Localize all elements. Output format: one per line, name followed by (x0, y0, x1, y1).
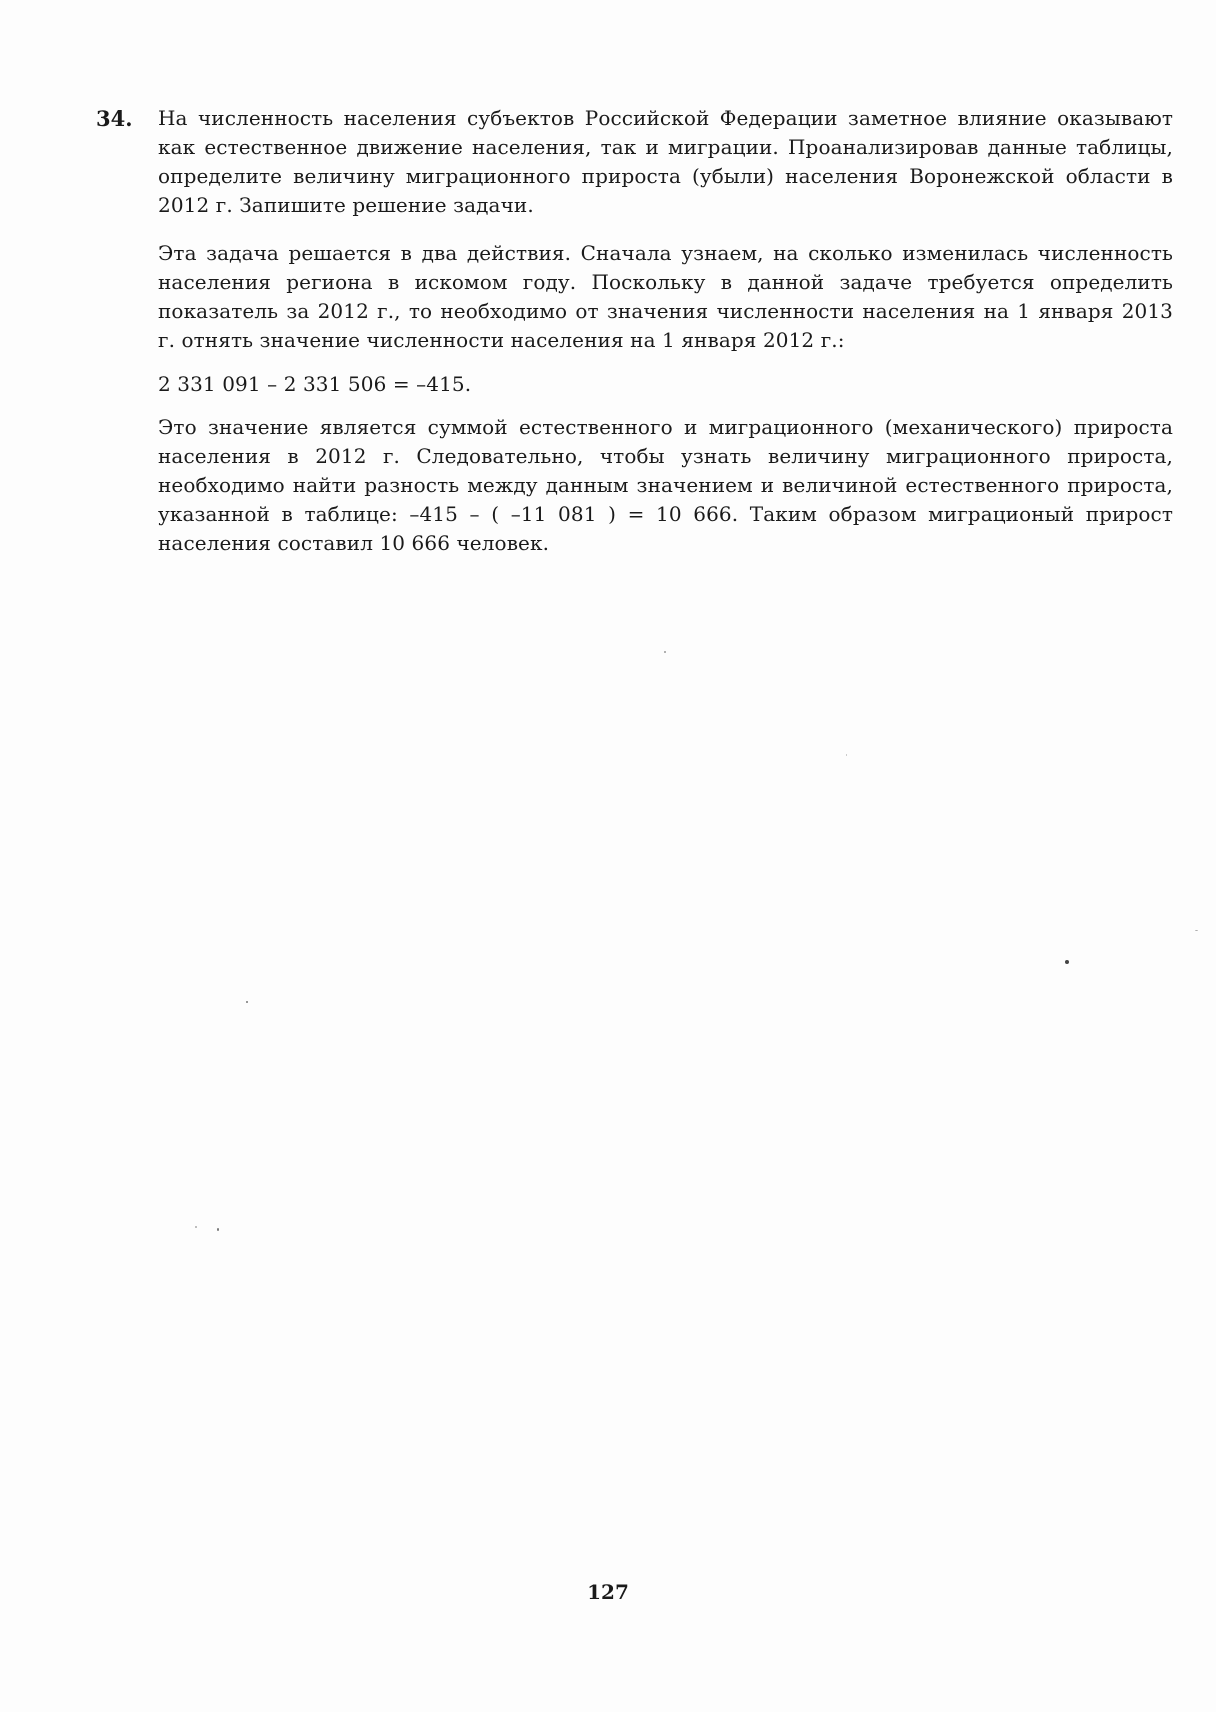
page-number: 127 (587, 1580, 629, 1604)
solution-formula: 2 331 091 – 2 331 506 = –415. (158, 372, 472, 396)
task-number: 34. (96, 106, 133, 131)
scan-speck (195, 1226, 197, 1228)
scan-speck (217, 1228, 219, 1231)
scan-speck (846, 754, 847, 756)
scan-speck (246, 1001, 248, 1003)
solution-paragraph-1: Эта задача решается в два действия. Сначала узнаем, на сколько изменилась численность населения региона в искомом году. Поскольку в данной задаче требуется определить показатель за 2012 г., то необходимо от значения численности населения на 1 января 2013 г. отнять значение численности населения на 1 января 2012 г.: (158, 241, 1173, 352)
scan-speck (664, 651, 666, 653)
solution-paragraph-2: Это значение является суммой естественного и миграционного (механического) прироста населения в 2012 г. Следовательно, чтобы узнать величину миграционного прироста, необходимо найти разность между данным значением и величиной естественного прироста, указанной в таблице: –415 – ( –11 081 ) = 10 666. Таким образом миграционый прирост населения составил 10 666 человек. (158, 415, 1173, 555)
scan-speck (1065, 960, 1069, 964)
task-question: На численность населения субъектов Российской Федерации заметное влияние оказывают как естественное движение населения, так и миграции. Проанализировав данные таблицы, определите величину миграционного прироста (убыли) населения Воронежской области в 2012 г. Запишите решение задачи. (158, 106, 1173, 217)
scan-speck (1195, 930, 1198, 931)
